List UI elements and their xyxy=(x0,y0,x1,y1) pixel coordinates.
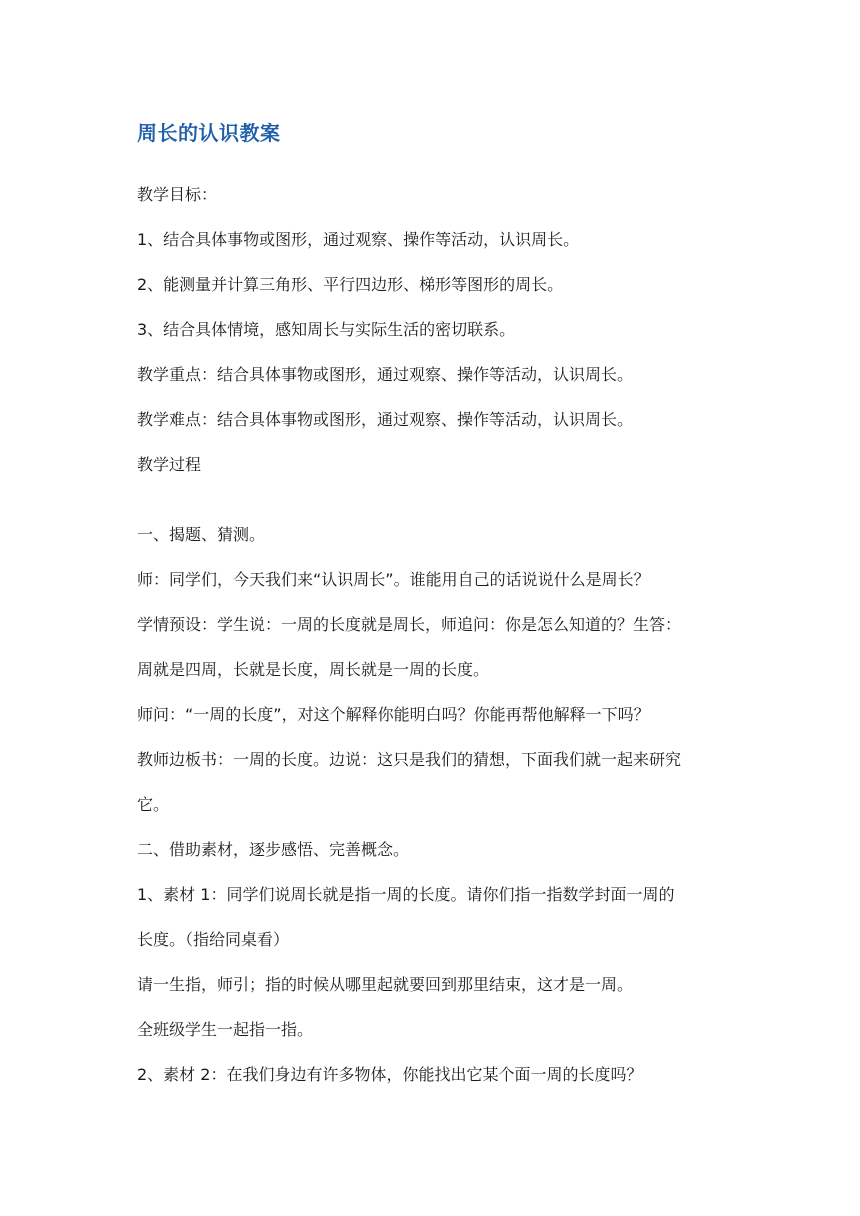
process-line: 师问：“一周的长度”，对这个解释你能明白吗？你能再帮他解释一下吗？ xyxy=(137,705,650,724)
section-spacer xyxy=(137,487,737,512)
process-line: 学情预设：学生说：一周的长度就是周长，师追问：你是怎么知道的？生答： xyxy=(137,615,682,634)
process-line: 请一生指，师引；指的时候从哪里起就要回到那里结束，这才是一周。 xyxy=(137,975,634,994)
process-line: 师：同学们，今天我们来“认识周长”。谁能用自己的话说说什么是周长？ xyxy=(137,570,650,589)
objective-item: 3、结合具体情境，感知周长与实际生活的密切联系。 xyxy=(137,320,516,339)
process-line: 全班级学生一起指一指。 xyxy=(137,1020,314,1039)
objectives-heading: 教学目标： xyxy=(137,185,218,204)
key-point: 教学重点：结合具体事物或图形，通过观察、操作等活动，认识周长。 xyxy=(137,365,634,384)
process-line: 教师边板书：一周的长度。边说：这只是我们的猜想，下面我们就一起来研究 xyxy=(137,750,682,769)
process-line: 周就是四周，长就是长度，周长就是一周的长度。 xyxy=(137,660,490,679)
process-heading: 教学过程 xyxy=(137,455,202,474)
process-line: 长度。（指给同桌看） xyxy=(137,930,290,949)
process-line: 二、借助素材，逐步感悟、完善概念。 xyxy=(137,840,410,859)
objective-item: 2、能测量并计算三角形、平行四边形、梯形等图形的周长。 xyxy=(137,275,564,294)
process-line: 它。 xyxy=(137,795,170,814)
objective-item: 1、结合具体事物或图形，通过观察、操作等活动，认识周长。 xyxy=(137,230,580,249)
document-body xyxy=(137,118,737,1097)
process-line: 1、素材 1：同学们说周长就是指一周的长度。请你们指一指数学封面一周的 xyxy=(137,885,675,904)
document-title: 周长的认识教案 xyxy=(137,121,281,145)
process-line: 一、揭题、猜测。 xyxy=(137,525,266,544)
difficult-point: 教学难点：结合具体事物或图形，通过观察、操作等活动，认识周长。 xyxy=(137,410,634,429)
process-line: 2、素材 2：在我们身边有许多物体，你能找出它某个面一周的长度吗？ xyxy=(137,1065,643,1084)
